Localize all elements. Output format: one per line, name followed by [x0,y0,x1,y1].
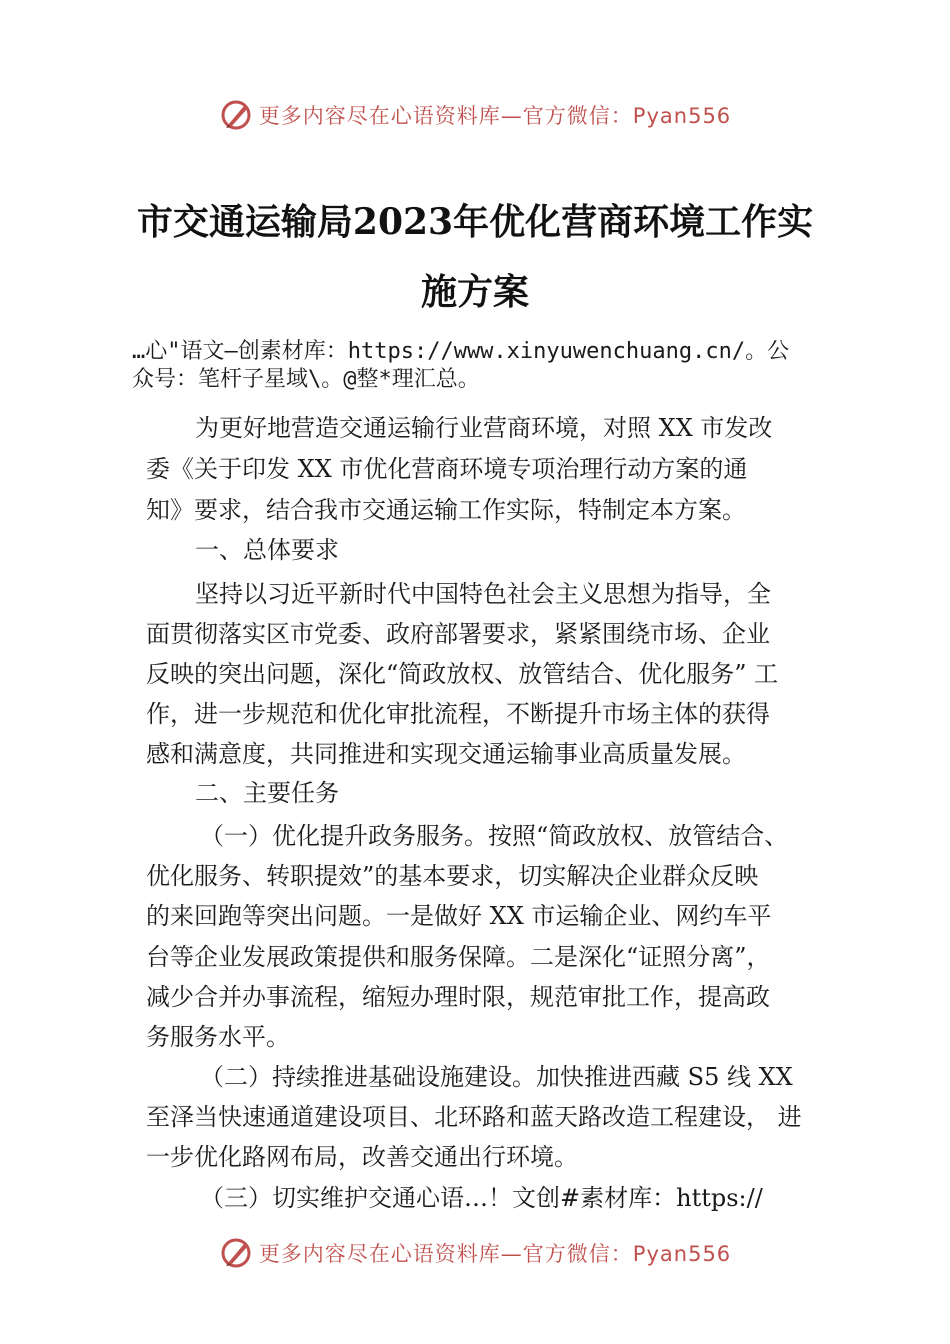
body-line: 为更好地营造交通运输行业营商环境，对照 XX 市发改 [195,414,773,442]
body-line: 知》要求，结合我市交通运输工作实际，特制定本方案。 [146,496,746,524]
document-title-line-2: 施方案 [420,271,529,313]
source-note-line-1: …心"语文—创素材库：https://www.xinyuwenchuang.cn/。公 [132,339,790,364]
body-line: （二）持续推进基础设施建设。加快推进西藏 S5 线 XX [200,1063,793,1091]
footer-watermark-banner [0,1233,950,1273]
body-line: 减少合并办事流程，缩短办理时限，规范审批工作，提高政 [146,983,770,1011]
body-line: （三）切实维护交通心语…！文创#素材库：https:// [200,1184,763,1212]
footer-banner-text: 更多内容尽在心语资料库—官方微信：Pyan556 [258,1242,732,1266]
body-line: 反映的突出问题，深化“简政放权、放管结合、优化服务” 工 [146,660,779,688]
source-note-line-2: 众号：笔杆子星域\。@整*理汇总。 [132,367,480,392]
body-line: 一步优化路网布局，改善交通出行环境。 [146,1143,578,1171]
body-line: 作，进一步规范和优化审批流程，不断提升市场主体的获得 [146,700,770,728]
body-line: 优化服务、转职提效”的基本要求，切实解决企业群众反映 [146,862,759,890]
body-line: 委《关于印发 XX 市优化营商环境专项治理行动方案的通 [146,455,748,483]
body-line: 的来回跑等突出问题。一是做好 XX 市运输企业、网约车平 [146,902,772,930]
pen-circle-logo-icon [219,1236,253,1270]
header-watermark-banner [0,95,950,135]
document-title-line-1: 市交通运输局2023年优化营商环境工作实 [136,201,814,243]
body-line: 务服务水平。 [146,1023,290,1051]
body-line: 坚持以习近平新时代中国特色社会主义思想为指导，全 [195,580,771,608]
section-heading: 二、主要任务 [195,779,339,807]
body-line: （一）优化提升政务服务。按照“简政放权、放管结合、 [200,822,789,850]
header-banner-text: 更多内容尽在心语资料库—官方微信：Pyan556 [258,104,732,128]
body-line: 感和满意度，共同推进和实现交通运输事业高质量发展。 [146,740,746,768]
section-heading: 一、总体要求 [195,536,339,564]
body-line: 至泽当快速通道建设项目、北环路和蓝天路改造工程建设， 进 [146,1103,802,1131]
pen-circle-logo-icon [219,98,253,132]
body-line: 台等企业发展政策提供和服务保障。二是深化“证照分离”， [146,943,771,971]
body-line: 面贯彻落实区市党委、政府部署要求，紧紧围绕市场、企业 [146,620,770,648]
